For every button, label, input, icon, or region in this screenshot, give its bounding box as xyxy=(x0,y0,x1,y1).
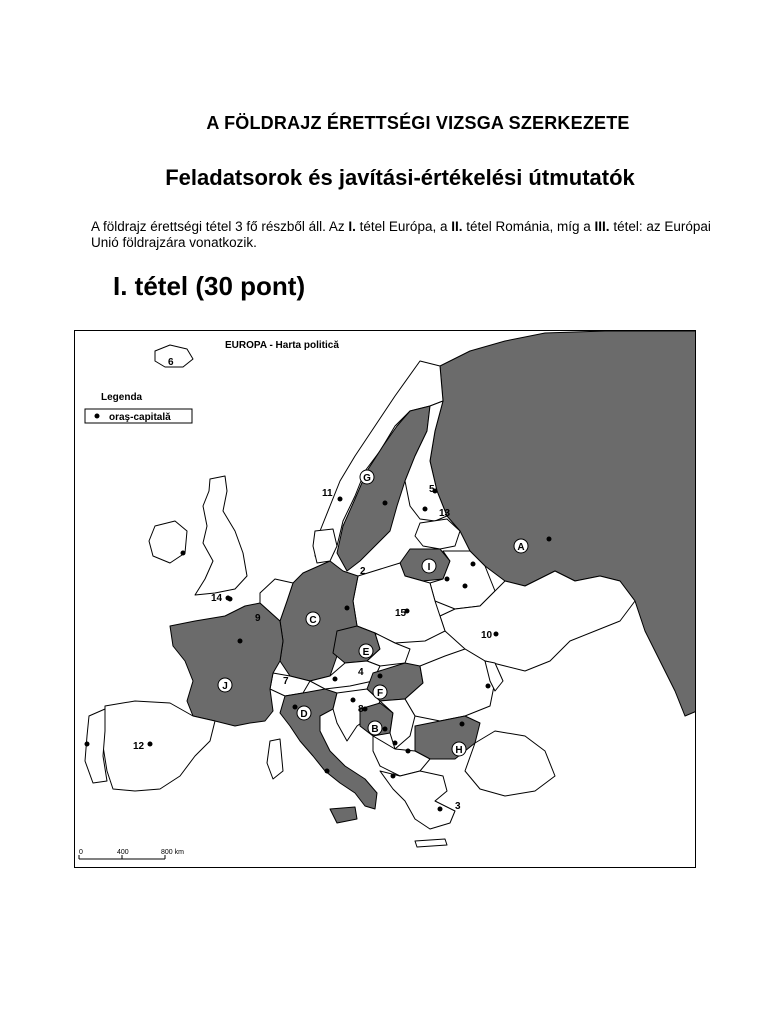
intro-paragraph xyxy=(91,219,711,251)
country-denmark xyxy=(313,529,337,563)
label-15: 15 xyxy=(395,608,407,619)
label-4: 4 xyxy=(358,667,364,678)
label-8: 8 xyxy=(358,704,364,715)
legend-title: Legenda xyxy=(101,392,143,403)
svg-text:800 km: 800 km xyxy=(161,849,184,856)
marker-A xyxy=(514,539,528,553)
section-title: I. tétel (30 pont) xyxy=(113,271,306,301)
document-title: A FÖLDRAJZ ÉRETTSÉGI VIZSGA SZERKEZETE xyxy=(206,113,630,133)
label-2: 2 xyxy=(360,566,366,577)
label-5: 5 xyxy=(429,484,435,495)
country-bulgaria xyxy=(415,716,480,759)
iceland xyxy=(155,345,193,367)
svg-text:A: A xyxy=(517,542,525,553)
label-12: 12 xyxy=(133,741,145,752)
legend-dot xyxy=(95,414,100,419)
label-14: 14 xyxy=(211,593,223,604)
intro-text-2: tétel Európa, a xyxy=(355,219,452,234)
country-turkey xyxy=(465,731,555,796)
marker-J xyxy=(218,678,232,692)
legend-label: oraş-capitală xyxy=(109,412,171,423)
svg-text:D: D xyxy=(300,709,308,720)
label-11: 11 xyxy=(322,488,333,499)
label-10: 10 xyxy=(481,630,493,641)
intro-bold-3: III. xyxy=(594,219,610,234)
intro-text-4: tétel: az Európai Unió földrajzára vonatkozik. xyxy=(91,219,711,250)
europe-political-map xyxy=(74,330,696,868)
country-ireland xyxy=(149,521,187,563)
svg-text:C: C xyxy=(309,615,317,626)
svg-text:G: G xyxy=(363,473,371,484)
island-sicily xyxy=(330,807,357,823)
svg-text:B: B xyxy=(371,724,379,735)
map-title: EUROPA - Harta politică xyxy=(225,340,339,351)
marker-D xyxy=(297,706,311,720)
country-uk xyxy=(195,476,247,595)
island-crete xyxy=(415,839,447,847)
intro-text-1: A földrajz érettségi tétel 3 fő részből áll. Az xyxy=(91,219,349,234)
svg-text:E: E xyxy=(362,647,370,658)
country-france xyxy=(170,603,283,726)
scale-bar xyxy=(79,849,184,859)
svg-text:J: J xyxy=(222,681,228,692)
marker-E xyxy=(359,644,373,658)
marker-H xyxy=(452,742,466,756)
svg-text:0: 0 xyxy=(79,849,83,856)
intro-bold-2: II. xyxy=(451,219,463,234)
document-subtitle: Feladatsorok és javítási-értékelési útmutatók xyxy=(165,165,635,190)
svg-text:F: F xyxy=(376,688,384,699)
label-6: 6 xyxy=(168,357,174,368)
marker-F xyxy=(373,685,387,699)
intro-bold-1: I. xyxy=(348,219,356,234)
intro-text-3: tétel Románia, míg a xyxy=(462,219,595,234)
island-sardinia xyxy=(267,739,283,779)
marker-G xyxy=(360,470,374,484)
label-9: 9 xyxy=(255,613,261,624)
marker-I xyxy=(422,559,436,573)
svg-text:H: H xyxy=(455,745,463,756)
marker-B xyxy=(368,721,382,735)
label-13: 13 xyxy=(439,508,451,519)
svg-text:400: 400 xyxy=(117,849,129,856)
svg-text:I: I xyxy=(427,562,431,573)
country-greece xyxy=(380,771,455,829)
label-7: 7 xyxy=(283,676,289,687)
marker-C xyxy=(306,612,320,626)
label-3: 3 xyxy=(455,801,461,812)
map-svg xyxy=(75,331,696,868)
